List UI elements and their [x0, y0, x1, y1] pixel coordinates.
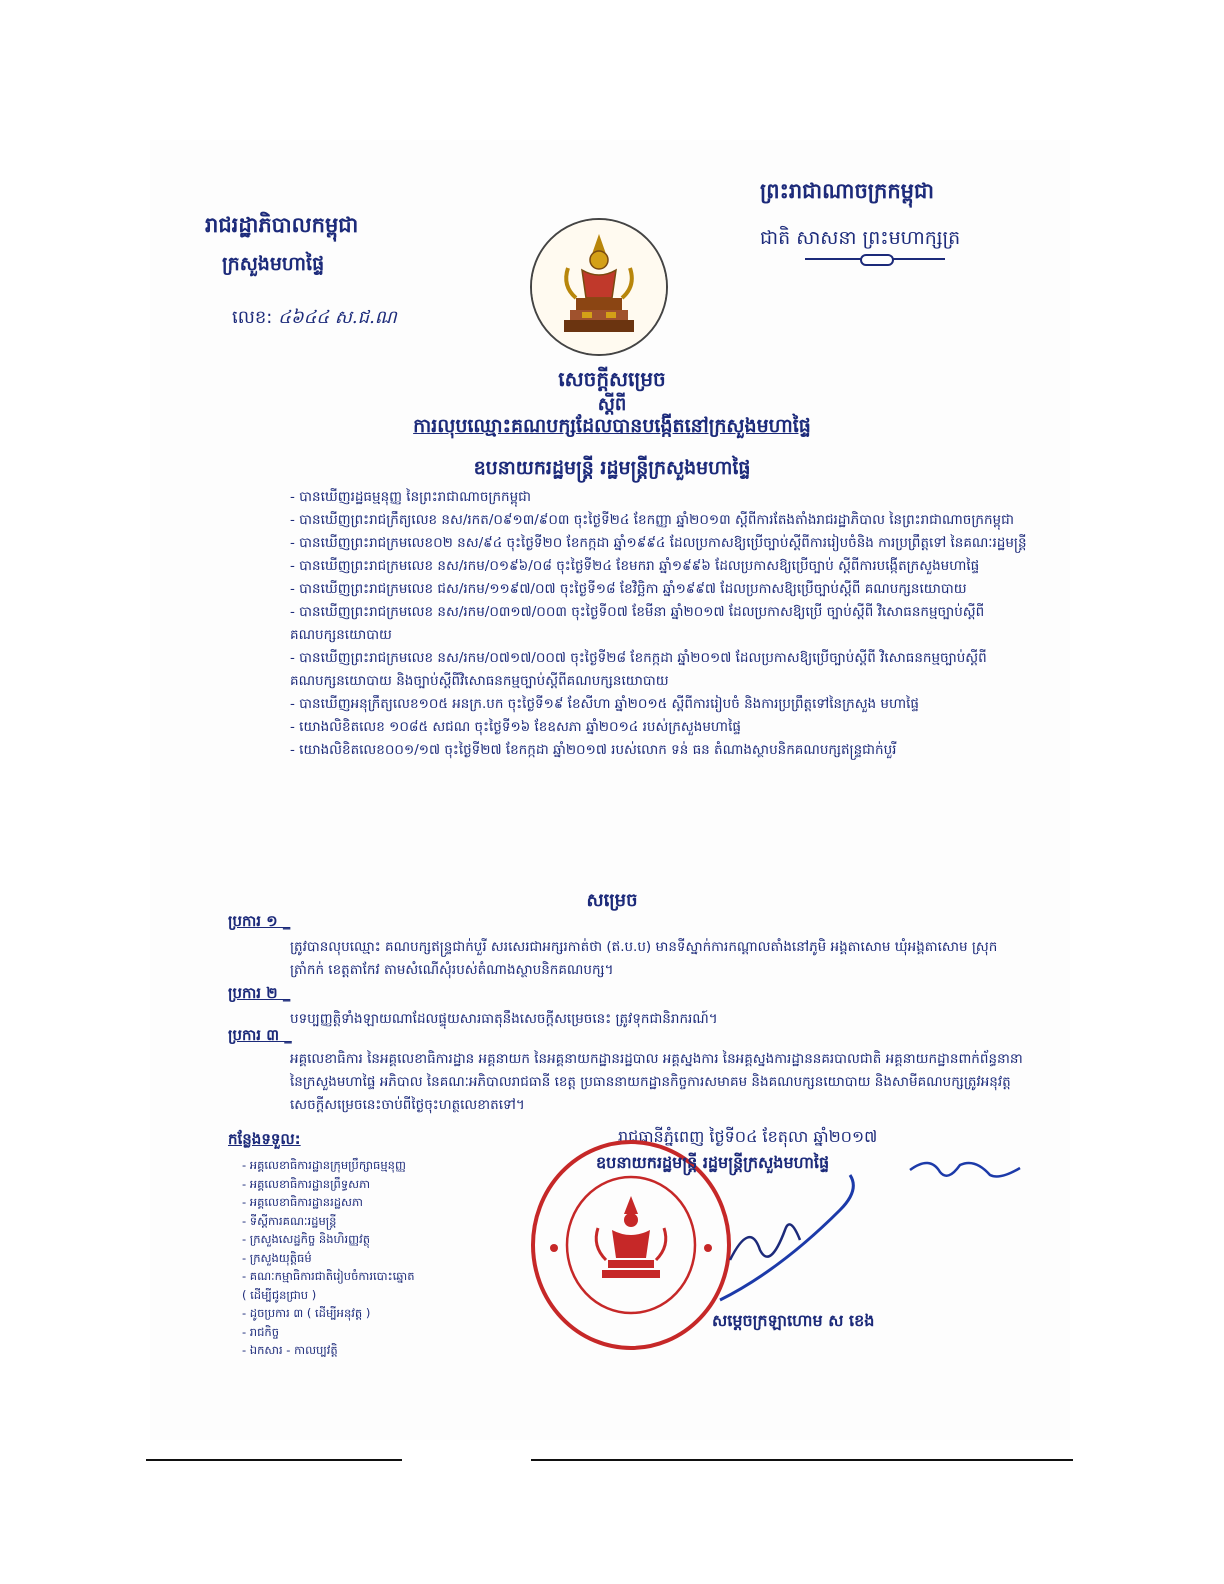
- article-1-label: ប្រការ ១ _: [228, 912, 291, 930]
- recipient-item: - អគ្គលេខាធិការដ្ឋានព្រឹទ្ធសភា: [242, 1176, 371, 1191]
- recipient-item: - ក្រសួងយុត្តិធម៌: [242, 1250, 312, 1265]
- reference-item: - យោងលិខិតលេខ០០១/១៧ ចុះថ្ងៃទី២៧ ខែកក្កដា ឆ្នាំ២០១៧ របស់លោក ទន់ ធន តំណាងស្ថាបនិកគណបក្សឥន្ទ្រជាក់បួរី: [290, 742, 897, 758]
- reference-item: - បានឃើញព្រះរាជក្រមលេខ នស/រកម/០១៩៦/០៨ ចុះថ្ងៃទី២៤ ខែមករា ឆ្នាំ១៩៩៦ ដែលប្រកាសឱ្យប្រើច្បាប់ ស្តីពីការបង្កើតក្រសួងមហាផ្ទៃ: [290, 558, 980, 574]
- ministry-heading: ក្រសួងមហាផ្ទៃ: [222, 253, 325, 275]
- reference-item: - បានឃើញអនុក្រឹត្យលេខ១០៥ អនក្រ.បក ចុះថ្ងៃទី១៩ ខែសីហា ឆ្នាំ២០១៥ ស្តីពីការរៀបចំ និងការប្រព្រឹត្តទៅនៃក្រសួង មហាផ្ទៃ: [290, 696, 919, 712]
- recipient-item: - អគ្គលេខាធិការដ្ឋានរដ្ឋសភា: [242, 1195, 363, 1209]
- recipients-list: [242, 1156, 502, 1360]
- reference-value: ៤៦៤៤ ស.ជ.ណ: [278, 307, 397, 328]
- bottom-divider-left: [146, 1459, 402, 1461]
- reference-item: - យោងលិខិតលេខ ១០៨៥ សជណ ចុះថ្ងៃទី១៦ ខែឧសភា ឆ្នាំ២០១៤ របស់ក្រសួងមហាផ្ទៃ: [290, 719, 741, 735]
- decision-subject: ការលុបឈ្មោះគណបក្សដែលបានបង្កើតនៅក្រសួងមហាផ្ទៃ: [413, 415, 811, 437]
- ministry-emblem-icon: [530, 218, 668, 356]
- reference-label: លេខ:: [232, 307, 273, 328]
- bottom-divider-right: [531, 1459, 1073, 1461]
- article-3-text: អគ្គលេខាធិការ នៃអគ្គលេខាធិការដ្ឋាន អគ្គនាយក នៃអគ្គនាយកដ្ឋានរដ្ឋបាល អគ្គស្នងការ នៃអគ្គស្នងការដ្ឋាននគរបាលជាតិ អគ្គនាយកដ្ឋានពាក់ព័ន្ធនានា នៃក្រសួងមហាផ្ទៃ អភិបាល នៃគណៈអភិបាលរាជធានី ខេត្ត ប្រធាននាយកដ្ឋានកិច្ចការសមាគម និងគណបក្សនយោបាយ និងសាមីគណបក្សត្រូវអនុវត្តសេចក្តីសម្រេចនេះចាប់ពីថ្ងៃចុះហត្ថលេខាតទៅ។: [290, 1051, 1023, 1113]
- recipient-item: - ក្រសួងសេដ្ឋកិច្ច និងហិរញ្ញវត្ថុ: [242, 1232, 371, 1246]
- article-1-text: ត្រូវបានលុបឈ្មោះ គណបក្សឥន្ទ្រជាក់បួរី សរសេរជាអក្សរកាត់ថា (ឥ.ប.ប) មានទីស្នាក់ការកណ្តាលតាំងនៅភូមិ អង្គតាសោម ឃុំអង្គតាសោម ស្រុកត្រាំកក់ ខេត្តតាកែវ តាមសំណើសុំរបស់តំណាងស្ថាបនិកគណបក្ស។: [290, 939, 998, 978]
- recipient-item: - ទីស្តីការគណៈរដ្ឋមន្ត្រី: [242, 1213, 337, 1228]
- government-heading: រាជរដ្ឋាភិបាលកម្ពុជា: [205, 213, 359, 237]
- handwritten-signature-icon: [690, 1150, 1030, 1310]
- decision-title: សេចក្តីសម្រេច: [558, 367, 666, 391]
- legal-references: [290, 486, 1030, 762]
- national-motto: ជាតិ សាសនា ព្រះមហាក្សត្រ: [760, 227, 961, 249]
- issuer-title: ឧបនាយករដ្ឋមន្ត្រី រដ្ឋមន្ត្រីក្រសួងមហាផ្ទៃ: [473, 457, 751, 479]
- article-3-label: ប្រការ ៣ _: [228, 1026, 292, 1044]
- reference-number: [232, 305, 397, 332]
- recipient-item: - ឯកសារ - កាលប្បវត្តិ: [242, 1343, 338, 1357]
- reference-item: - បានឃើញព្រះរាជក្រមលេខ០២ នស/៩៤ ចុះថ្ងៃទី២០ ខែកក្កដា ឆ្នាំ១៩៩៤ ដែលប្រកាសឱ្យប្រើច្បាប់ស្តីពីការរៀបចំនិង ការប្រព្រឹត្តទៅ នៃគណៈរដ្ឋមន្ត្រី: [290, 535, 1027, 551]
- recipient-item: - រាជកិច្ច: [242, 1324, 280, 1339]
- place-and-date: រាជធានីភ្នំពេញ ថ្ងៃទី០៤ ខែតុលា ឆ្នាំ២០១៧: [618, 1127, 878, 1146]
- recipient-item: - ដូចប្រការ ៣ ( ដើម្បីអនុវត្ត ): [242, 1306, 371, 1320]
- signatory-title: ឧបនាយករដ្ឋមន្ត្រី រដ្ឋមន្ត្រីក្រសួងមហាផ្ទៃ: [596, 1153, 830, 1172]
- signatory-name: សម្តេចក្រឡាហោម ស ខេង: [712, 1311, 875, 1330]
- recipient-item: - អគ្គលេខាធិការដ្ឋានក្រុមប្រឹក្សាធម្មនុញ្ញ: [242, 1158, 406, 1172]
- reference-item: - បានឃើញរដ្ឋធម្មនុញ្ញ នៃព្រះរាជាណាចក្រកម្ពុជា: [290, 489, 532, 505]
- decision-heading: សម្រេច: [586, 890, 638, 911]
- recipients-heading: កន្លែងទទួល:: [228, 1130, 301, 1148]
- article-2-label: ប្រការ ២ _: [228, 984, 291, 1002]
- article-2-text: បទប្បញ្ញត្តិទាំងឡាយណាដែលផ្ទុយសារធាតុនឹងសេចក្តីសម្រេចនេះ ត្រូវទុកជានិរាករណ៍។: [290, 1011, 718, 1027]
- motto-ornament: [805, 258, 945, 260]
- reference-item: - បានឃើញព្រះរាជក្រមលេខ នស/រកម/០៧១៧/០០៧ ចុះថ្ងៃទី២៨ ខែកក្កដា ឆ្នាំ២០១៧ ដែលប្រកាសឱ្យប្រើច្បាប់ស្តីពី វិសោធនកម្មច្បាប់ស្តីពីគណបក្សនយោបាយ និងច្បាប់ស្តីពីវិសោធនកម្មច្បាប់ស្តីពីគណបក្សនយោបាយ: [290, 650, 987, 689]
- reference-item: - បានឃើញព្រះរាជក្រឹត្យលេខ នស/រកត/០៩១៣/៩០៣ ចុះថ្ងៃទី២៤ ខែកញ្ញា ឆ្នាំ២០១៣ ស្តីពីការតែងតាំងរាជរដ្ឋាភិបាល នៃព្រះរាជាណាចក្រកម្ពុជា: [290, 512, 1014, 528]
- reference-item: - បានឃើញព្រះរាជក្រមលេខ នស/រកម/០៣១៧/០០៣ ចុះថ្ងៃទី០៧ ខែមីនា ឆ្នាំ២០១៧ ដែលប្រកាសឱ្យប្រើ ច្បាប់ស្តីពី វិសោធនកម្មច្បាប់ស្តីពីគណបក្សនយោបាយ: [290, 604, 985, 643]
- reference-item: - បានឃើញព្រះរាជក្រមលេខ ជស/រកម/១១៩៧/០៧ ចុះថ្ងៃទី១៨ ខែវិច្ឆិកា ឆ្នាំ១៩៩៧ ដែលប្រកាសឱ្យប្រើច្បាប់ស្តីពី គណបក្សនយោបាយ: [290, 581, 967, 597]
- recipient-item: ( ដើម្បីជូនជ្រាប ): [242, 1287, 317, 1302]
- recipient-item: - គណៈកម្មាធិការជាតិរៀបចំការបោះឆ្នោត: [242, 1269, 415, 1283]
- title-regarding: ស្តីពី: [597, 394, 627, 415]
- kingdom-heading: ព្រះរាជាណាចក្រកម្ពុជា: [760, 179, 935, 203]
